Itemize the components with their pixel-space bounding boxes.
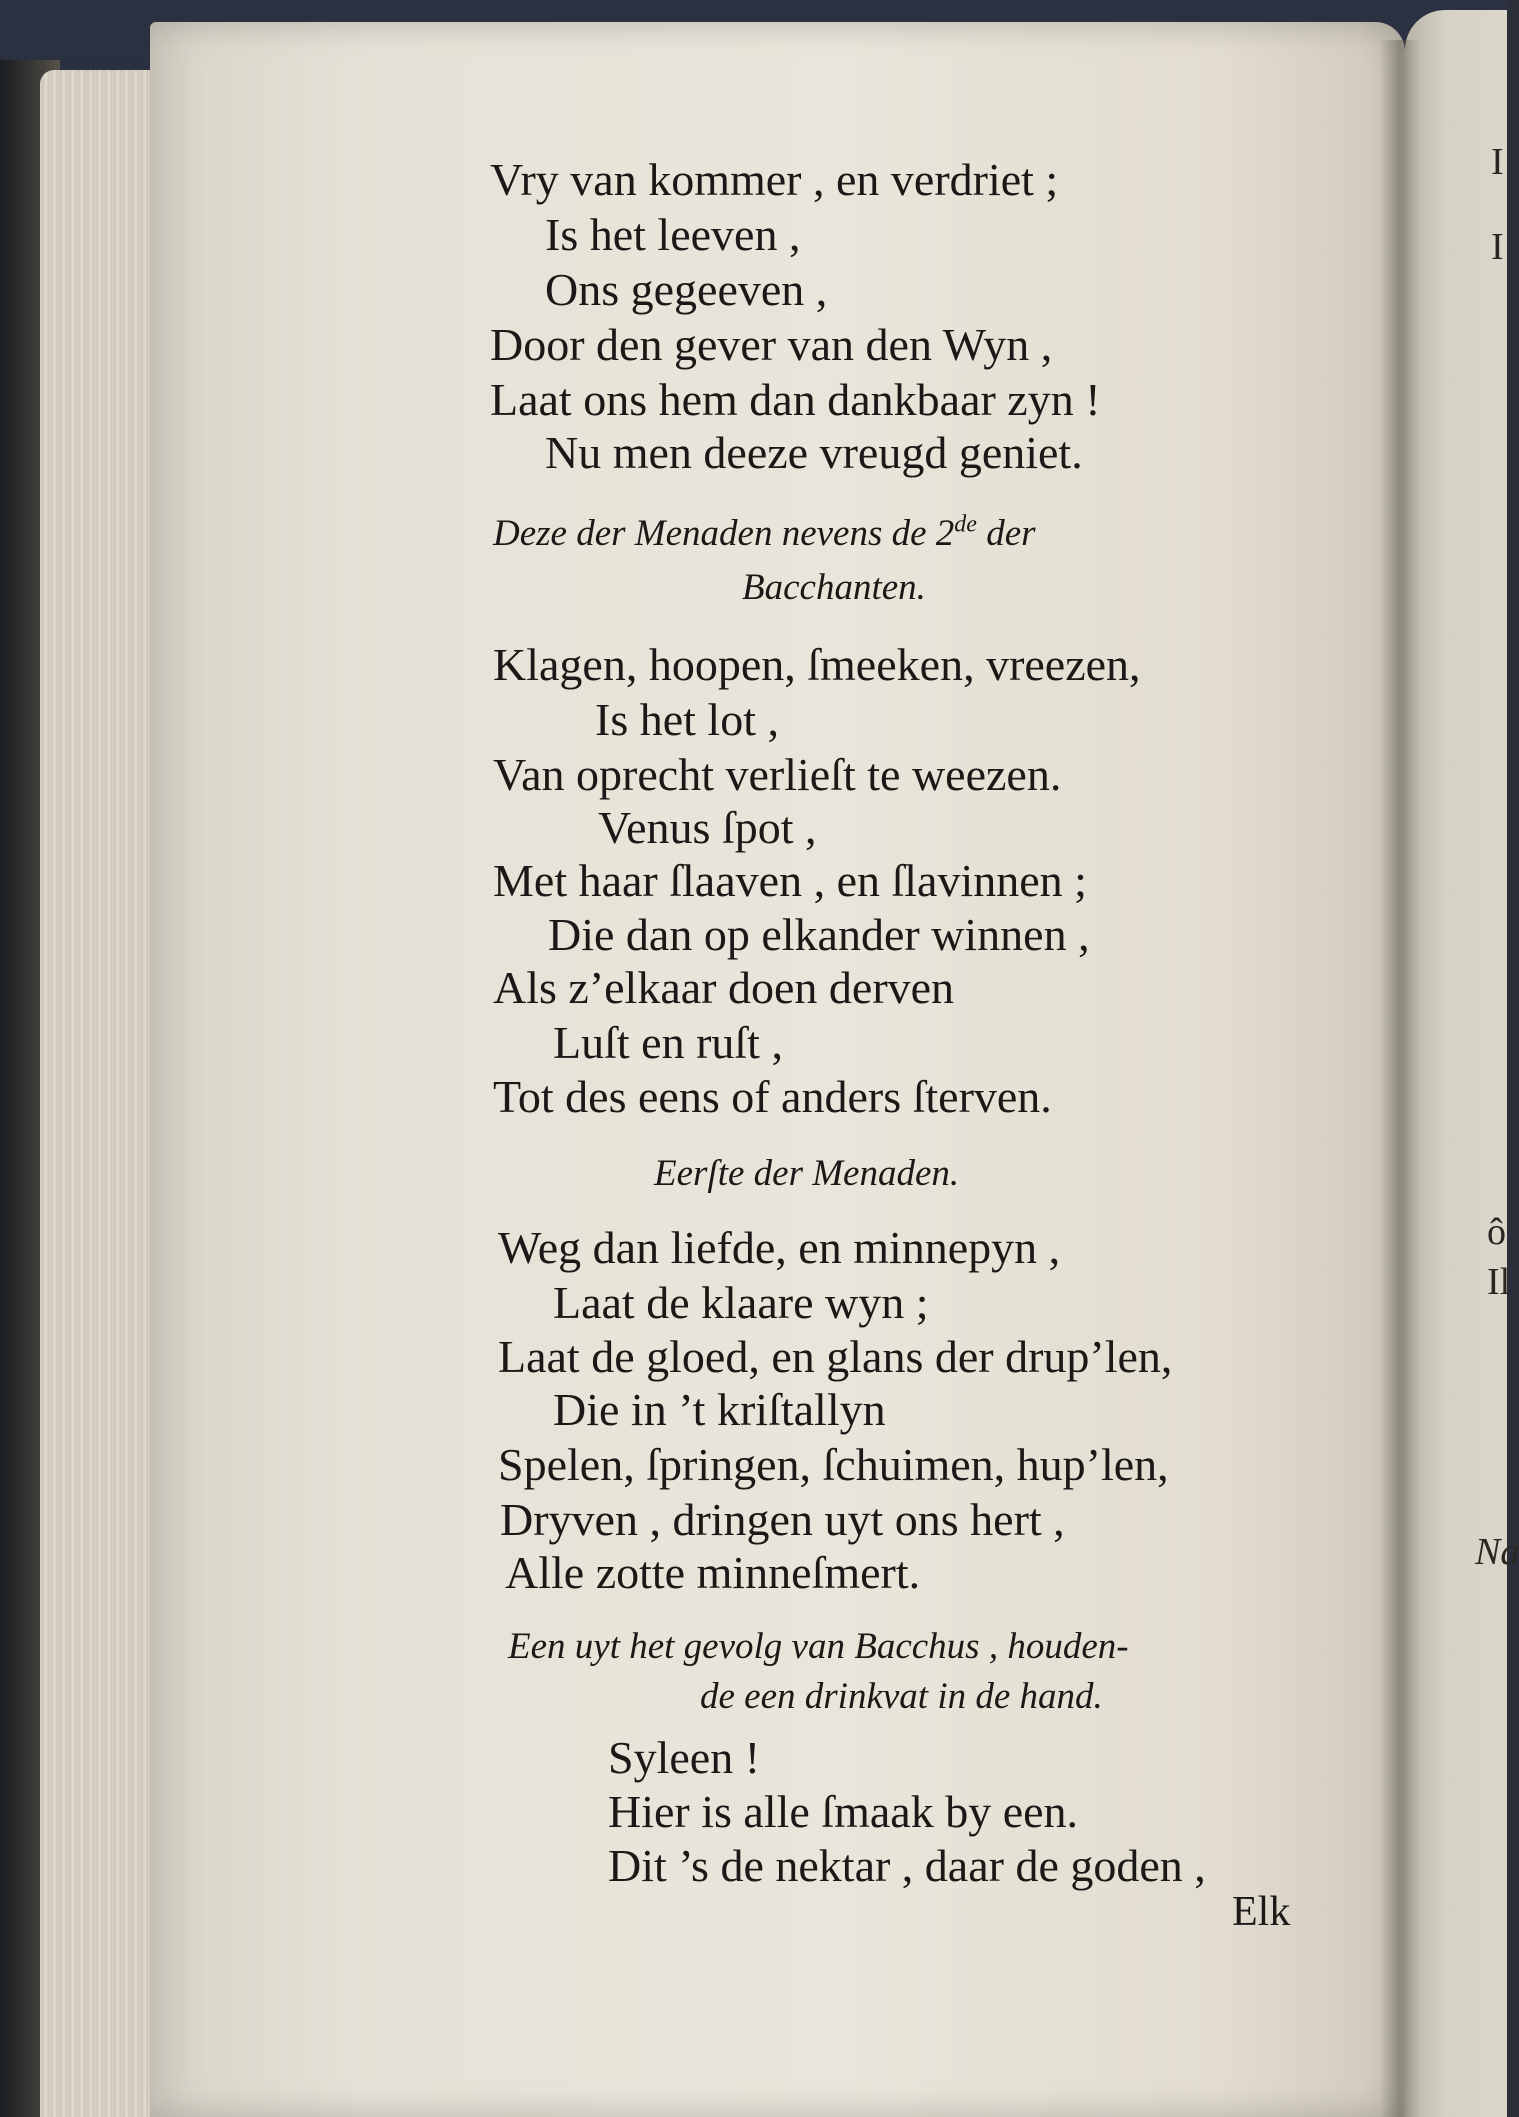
verse-line: Met haar ſlaaven , en ſlavinnen ; bbox=[493, 855, 1087, 906]
catchword: Elk bbox=[1232, 1889, 1291, 1935]
verse-line: Als z’elkaar doen derven bbox=[493, 962, 955, 1013]
verse-line: Alle zotte minneſmert. bbox=[505, 1547, 921, 1598]
verse-line: Hier is alle ſmaak by een. bbox=[608, 1786, 1079, 1837]
verse-line: Dit ’s de nektar , daar de goden , bbox=[608, 1840, 1206, 1891]
verse-line: Door den gever van den Wyn , bbox=[490, 319, 1053, 370]
verse-line: Venus ſpot , bbox=[598, 802, 817, 853]
heading-text: Deze der Menaden nevens de 2 bbox=[493, 513, 955, 554]
verse-line: Spelen, ſpringen, ſchuimen, hup’len, bbox=[498, 1439, 1169, 1490]
verse-line: Nu men deeze vreugd geniet. bbox=[545, 427, 1083, 478]
verse-line: Van oprecht verlieſt te weezen. bbox=[493, 749, 1062, 800]
verse-line: Laat ons hem dan dankbaar zyn ! bbox=[490, 374, 1101, 425]
verse-line: Syleen ! bbox=[608, 1732, 761, 1783]
verse-line: Die in ’t kriſtallyn bbox=[553, 1384, 886, 1435]
verse-line: Dryven , dringen uyt ons hert , bbox=[500, 1494, 1065, 1545]
facing-fragment: ô bbox=[1487, 1211, 1506, 1253]
heading-superscript: de bbox=[954, 511, 977, 538]
speaker-heading: Eerſte der Menaden. bbox=[654, 1153, 960, 1194]
verse-line: Tot des eens of anders ſterven. bbox=[493, 1071, 1052, 1122]
verse-line: Luſt en ruſt , bbox=[553, 1017, 783, 1068]
verse-line: Laat de gloed, en glans der drup’len, bbox=[498, 1331, 1173, 1382]
facing-fragment: I bbox=[1491, 226, 1504, 268]
verse-line: Klagen, hoopen, ſmeeken, vreezen, bbox=[493, 639, 1141, 690]
verse-line: Is het lot , bbox=[595, 694, 779, 745]
speaker-heading: Bacchanten. bbox=[742, 567, 926, 608]
verse-line: Laat de klaare wyn ; bbox=[553, 1277, 929, 1328]
verse-line: Is het leeven , bbox=[545, 209, 801, 260]
verse-line: Vry van kommer , en verdriet ; bbox=[490, 154, 1059, 205]
verse-line: Ons gegeeven , bbox=[545, 264, 828, 315]
speaker-heading bbox=[493, 512, 1036, 556]
verse-line: Weg dan liefde, en minnepyn , bbox=[498, 1222, 1061, 1273]
facing-fragment: Na bbox=[1475, 1531, 1519, 1573]
speaker-heading: Een uyt het gevolg van Bacchus , houden- bbox=[508, 1626, 1129, 1667]
heading-text: der bbox=[976, 513, 1036, 554]
verse-line: Die dan op elkander winnen , bbox=[548, 909, 1090, 960]
facing-fragment: Il bbox=[1487, 1261, 1511, 1303]
facing-fragment: I bbox=[1491, 141, 1504, 183]
speaker-heading: de een drinkvat in de hand. bbox=[700, 1676, 1103, 1717]
